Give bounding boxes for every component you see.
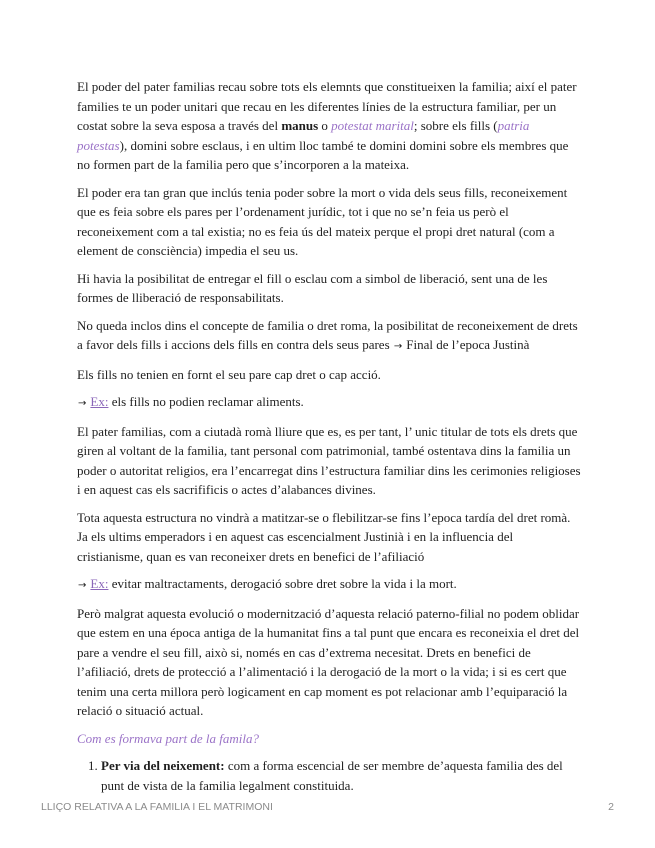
- paragraph-text: ; sobre els fills (: [413, 118, 498, 133]
- arrow-right-icon: →: [78, 580, 87, 591]
- paragraph-text: o: [318, 118, 332, 133]
- list-item-text: com a forma escencial de ser membre de’aquesta familia des del punt de vista de la familia legalment constituida.: [101, 758, 563, 793]
- paragraph-religious-authority: El pater familias, com a ciutadà romà lliure que es, es per tant, l’ unic titular de tots els drets que giren al voltant de la familia, tant personal com patrimonial, també ostentava dins la familia un poder o autoritat religios, era l’encarregat dins l’estructura familiar dins les cerimonies religioses i en aquest cas els sacrifificis o actes d’alabances divines.: [77, 423, 581, 497]
- paragraph-rights-of-children: [77, 316, 581, 357]
- arrow-right-icon: →: [393, 341, 403, 352]
- example-line: [77, 392, 581, 414]
- example-text: els fills no podien reclamar aliments.: [108, 394, 304, 409]
- arrow-right-icon: →: [78, 398, 87, 409]
- paragraph-evolution: Però malgrat aquesta evolució o modernització d’aquesta relació paterno-filial no podem oblidar que estem en una época antiga de la humanitat fins a tal punt que encara es reconeixia el dret del pare a vendre el seu fill, això si, només en cas d’extrema necesitat. Drets en benefici de l’afiliació, drets de protecció a l’alimentació i la derogació de la mort o la vida; i si es cert que tenim una certa millora però logicament en cap moment es pot relacionar amb l’equiparació la relació o situació actual.: [77, 605, 580, 718]
- paragraph-text: Final de l’epoca Justinà: [406, 337, 530, 352]
- paragraph-late-roman-law: Tota aquesta estructura no vindrà a matitzar-se o flebilitzar-se fins l’epoca tardía del dret romà. Ja els ultims emperadors i en aquest cas escencialment Justinià i en la influencia del cristianisme, quan es van reconeixer drets en benefici de l’afiliació: [77, 509, 571, 564]
- paragraph-pater-familias-power: [77, 77, 581, 175]
- numbered-list: [77, 756, 581, 795]
- paragraph-liberation: Hi havia la posibilitat de entregar el fill o esclau com a simbol de liberació, sent una de les formes de lliberació de responsabilitats.: [77, 270, 548, 305]
- example-line: [77, 574, 581, 596]
- document-body: [77, 77, 581, 795]
- example-label: Ex:: [90, 576, 109, 591]
- paragraph-text: No queda inclos dins el concepte de familia o dret roma, la posibilitat de reconeixement de drets a favor dels fills i accions dels fills en contra dels seus pares: [77, 317, 578, 352]
- term-patria-potestas: patria potestas: [77, 118, 530, 153]
- page-footer: [41, 801, 614, 813]
- list-item: [101, 756, 581, 795]
- paragraph-text: El poder del pater familias recau sobre tots els elemnts que constitueixen la familia; així el pater families te un poder unitari que recau en les diferentes línies de la estructura familiar, per un costat sobre la seva esposa a través del: [77, 79, 577, 133]
- example-label: Ex:: [90, 394, 109, 409]
- example-text: evitar maltractaments, derogació sobre dret sobre la vida i la mort.: [108, 576, 457, 591]
- term-manus: manus: [281, 118, 319, 133]
- term-potestat-marital: potestat marital: [331, 118, 414, 133]
- footer-title: LLIÇO RELATIVA A LA FAMILIA I EL MATRIMONI: [41, 801, 273, 813]
- page-number: 2: [608, 801, 614, 813]
- paragraph-text: ), domini sobre esclaus, i en ultim lloc també te domini domini sobre els membres que no formen part de la familia pero que s’incorporen a la mateixa.: [77, 137, 569, 172]
- paragraph-no-rights: Els fills no tenien en fornt el seu pare cap dret o cap acció.: [77, 366, 381, 382]
- list-item-title: Per via del neixement:: [101, 758, 225, 773]
- paragraph-life-death-power: El poder era tan gran que inclús tenia poder sobre la mort o vida dels seus fills, reconeixement que es feia sobre els pares per l’ordenament jurídic, tot i que no se’n feia us però el reconeixement com a tal existia; no es feia ús del mateix perque el propi dret natural (com a element de consciència) impedia el seu us.: [77, 184, 568, 258]
- section-heading: Com es formava part de la famila?: [77, 730, 259, 746]
